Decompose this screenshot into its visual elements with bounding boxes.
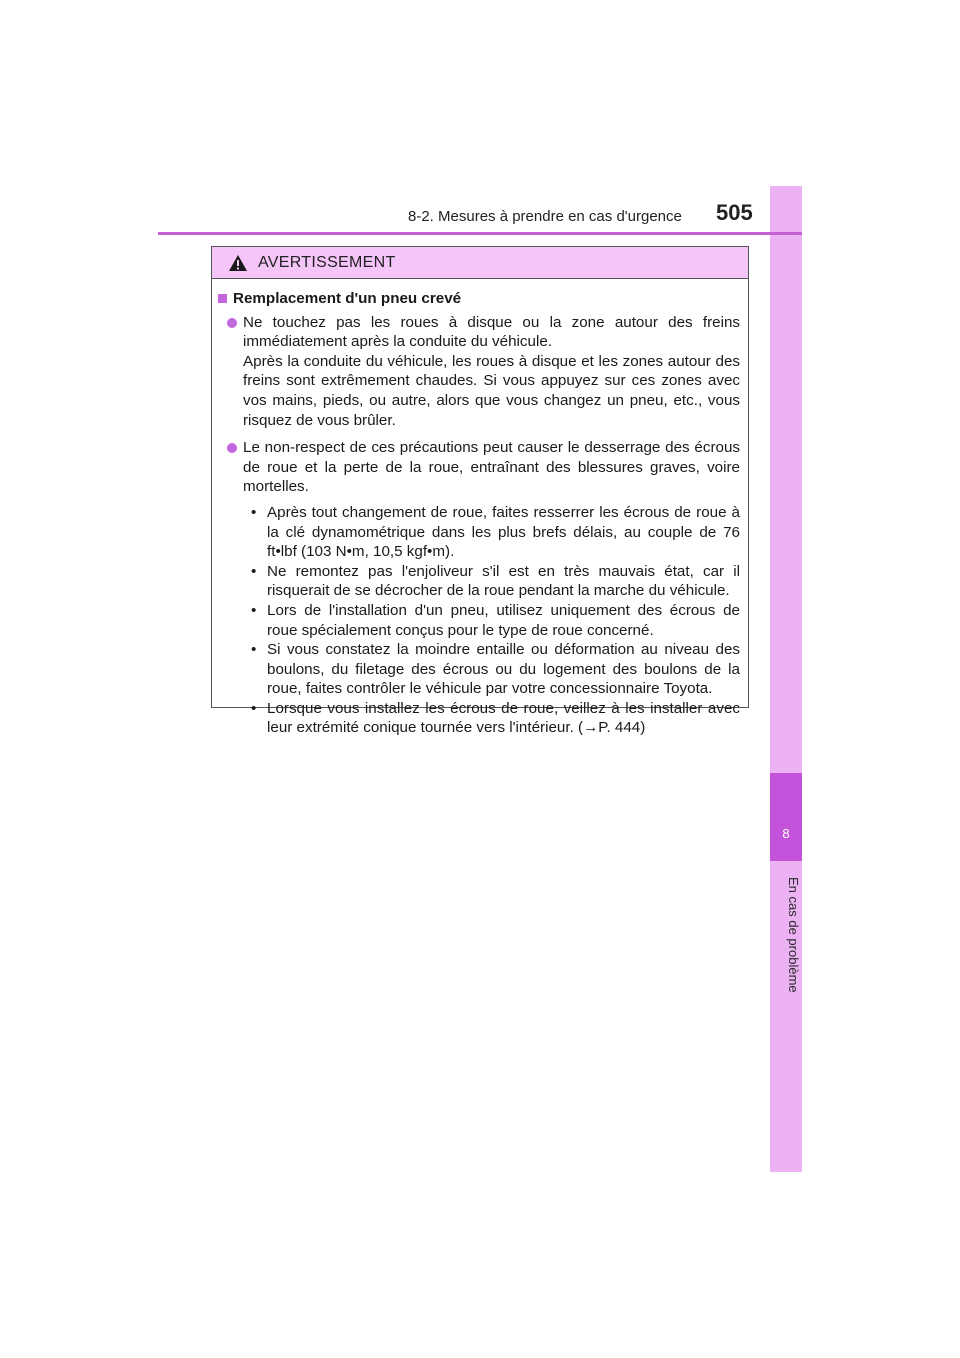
sub-list-item [249,503,740,562]
list-item [218,313,740,431]
warning-box [211,246,749,737]
chapter-side-tab [770,186,802,1172]
sub-list-item [249,562,740,601]
dot-marker: • [251,601,257,619]
chapter-number-tab [770,773,802,861]
sub-bullet-text: Ne remontez pas l'enjoliveur s'il est en très mauvais état, car il risquerait de se décrocher de la roue pendant la marche du véhicule. [267,562,740,600]
warning-section-title [218,289,740,309]
sub-bullet-text: Lorsque vous installez les écrous de roue, veillez à les installer avec leur extrémité conique tournée vers l'intérieur. (→P. 444) [267,699,740,737]
bullet-text: Le non-respect de ces précautions peut causer le desserrage des écrous de roue et la perte de la roue, entraînant des blessures graves, voire mortelles. [243,439,740,496]
warning-header [212,247,748,279]
dot-marker: • [251,562,257,580]
sub-list-item [249,699,740,738]
sub-list-item [249,640,740,699]
chapter-title: En cas de problème [786,877,801,993]
chapter-number: 8 [782,826,790,841]
bullet-text: Après la conduite du véhicule, les roues à disque et les zones autour des freins sont extrêmement chaudes. Si vous appuyez sur ces zones avec vos mains, pieds, ou autre, alors que vous changez un pneu, etc., vous risquez de vous brûler. [243,352,740,429]
dot-marker: • [251,699,257,717]
header-divider [158,232,802,235]
dot-marker: • [251,641,257,659]
sub-bullet-text: Lors de l'installation d'un pneu, utilisez uniquement des écrous de roue spécialement conçus pour le type de roue concerné. [267,601,740,639]
sub-bullet-text: Après tout changement de roue, faites resserrer les écrous de roue à la clé dynamométrique dans les plus brefs délais, au couple de 76 ft•lbf (103 N•m, 10,5 kgf•m). [267,503,740,561]
list-item [218,438,740,497]
round-bullet-icon [227,443,237,453]
warning-triangle-icon [228,254,248,272]
bullet-text: Ne touchez pas les roues à disque ou la zone autour des freins immédiatement après la conduite du véhicule. [243,313,740,351]
page-number: 505 [716,200,753,225]
sub-list-item [249,601,740,640]
warning-title: AVERTISSEMENT [258,253,396,271]
square-bullet-icon [218,294,227,303]
warning-body [212,279,748,738]
sub-bullet-text: Si vous constatez la moindre entaille ou déformation au niveau des boulons, du filetage des écrous ou du logement des boulons de la roue, faites contrôler le véhicule par votre concessionnaire Toyota. [267,641,740,698]
section-title-text: Remplacement d'un pneu crevé [233,290,462,307]
round-bullet-icon [227,318,237,328]
section-heading: 8-2. Mesures à prendre en cas d'urgence [408,208,682,225]
dot-marker: • [251,503,257,521]
